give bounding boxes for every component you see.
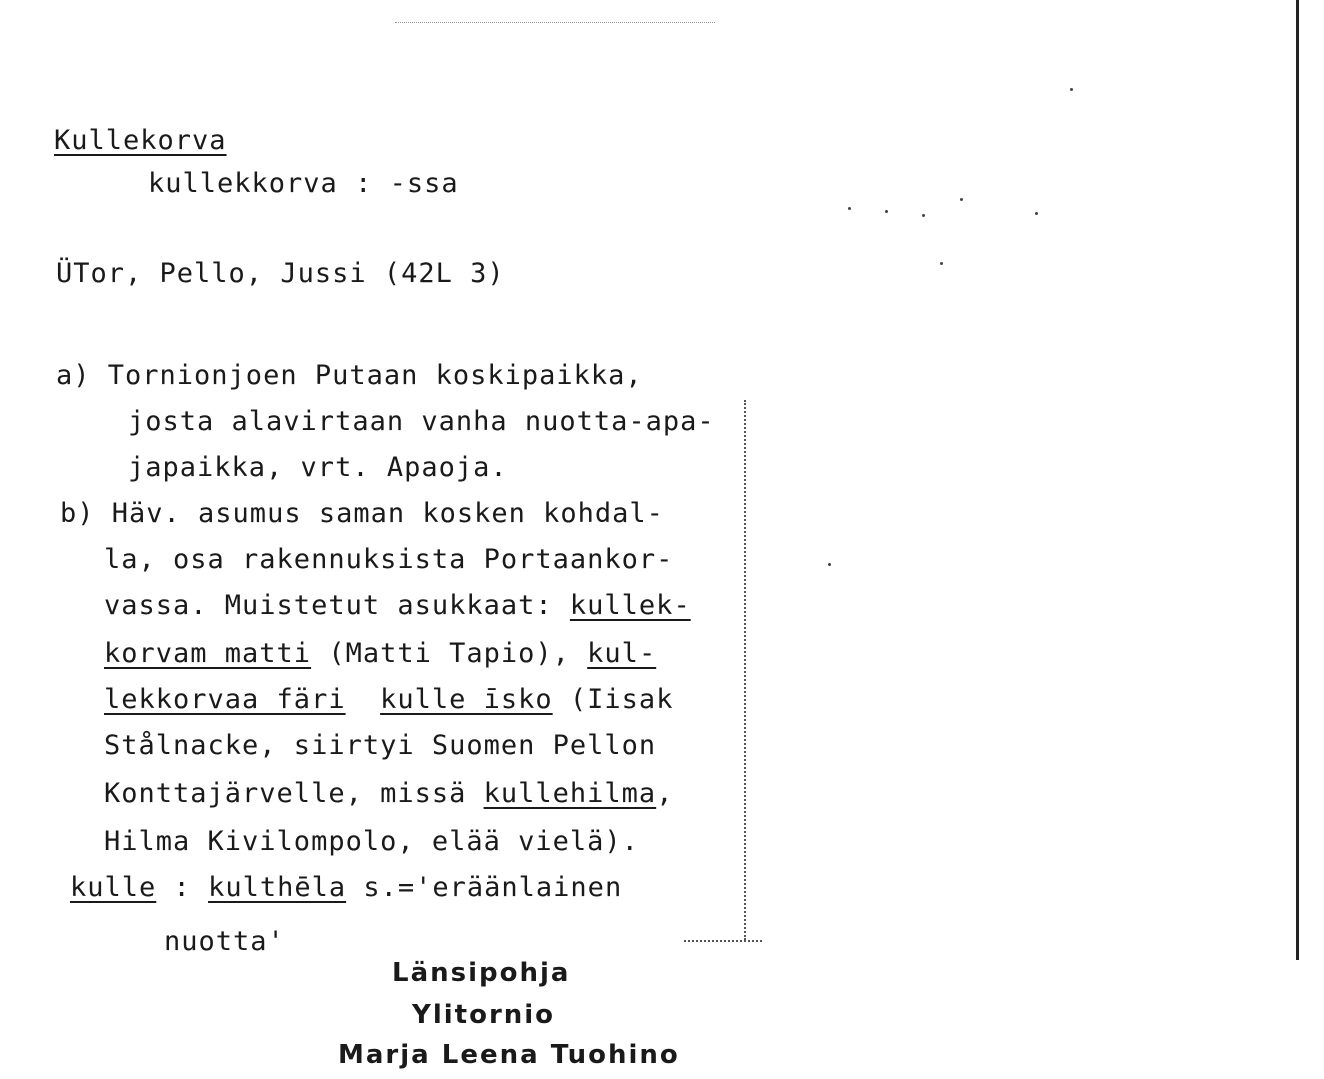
line-b5-text: (Iisak bbox=[552, 684, 674, 715]
entry-source: ÜTor, Pello, Jussi (42L 3) bbox=[56, 258, 505, 289]
speck bbox=[828, 563, 831, 566]
speck bbox=[1035, 212, 1038, 215]
line-b5 bbox=[104, 686, 673, 713]
line-c1-sep: : bbox=[156, 872, 209, 903]
line-b7-text: Konttajärvelle, missä bbox=[104, 778, 484, 809]
line-b3-underlined: kullek- bbox=[569, 590, 691, 621]
entry-title-text: Kullekorva bbox=[54, 125, 227, 156]
line-b1: b) Häv. asumus saman kosken kohdal- bbox=[60, 498, 664, 529]
line-b3-text: vassa. Muistetut asukkaat: bbox=[104, 590, 570, 621]
box-border-right bbox=[744, 400, 748, 940]
line-b2: la, osa rakennuksista Portaankor- bbox=[104, 544, 674, 575]
line-b4 bbox=[104, 640, 656, 667]
line-b4-text: (Matti Tapio), bbox=[311, 638, 588, 669]
line-b5-underlined-2: kulle īsko bbox=[380, 684, 553, 715]
stamp-collector: Marja Leena Tuohino bbox=[338, 1040, 680, 1070]
line-b5-underlined-1: lekkorvaa färi bbox=[104, 684, 346, 715]
entry-title bbox=[54, 127, 227, 154]
speck bbox=[960, 198, 963, 201]
line-b7 bbox=[104, 780, 673, 807]
top-dotted-rule bbox=[395, 22, 715, 23]
line-b3 bbox=[104, 592, 691, 619]
entry-form: kullekkorva : -ssa bbox=[148, 168, 459, 199]
speck bbox=[922, 214, 925, 217]
line-b7-underlined: kullehilma bbox=[483, 778, 657, 809]
line-b4-underlined-2: kul- bbox=[587, 638, 657, 669]
line-c2: nuotta' bbox=[164, 926, 285, 957]
speck bbox=[940, 262, 943, 265]
line-c1-text: s.='eräänlainen bbox=[346, 872, 623, 903]
line-a2: josta alavirtaan vanha nuotta-apa- bbox=[128, 406, 715, 437]
line-b8: Hilma Kivilompolo, elää vielä). bbox=[104, 826, 639, 857]
speck bbox=[885, 210, 888, 213]
line-b7-end: , bbox=[656, 778, 674, 809]
line-c1-underlined-2: kulthēla bbox=[208, 872, 347, 903]
speck bbox=[1070, 88, 1073, 91]
card-edge-line bbox=[1296, 0, 1299, 960]
line-b4-underlined-1: korvam matti bbox=[104, 638, 312, 669]
line-b5-sep bbox=[346, 684, 381, 715]
box-border-bottom bbox=[684, 940, 762, 942]
stamp-parish: Ylitornio bbox=[412, 1000, 556, 1030]
speck bbox=[848, 207, 851, 210]
line-c1-underlined-1: kulle bbox=[70, 872, 157, 903]
line-b6: Stålnacke, siirtyi Suomen Pellon bbox=[104, 730, 657, 761]
line-a3: japaikka, vrt. Apaoja. bbox=[128, 452, 508, 483]
stamp-region: Länsipohja bbox=[392, 958, 571, 988]
line-c1 bbox=[70, 874, 622, 901]
line-a1: a) Tornionjoen Putaan koskipaikka, bbox=[56, 360, 643, 391]
